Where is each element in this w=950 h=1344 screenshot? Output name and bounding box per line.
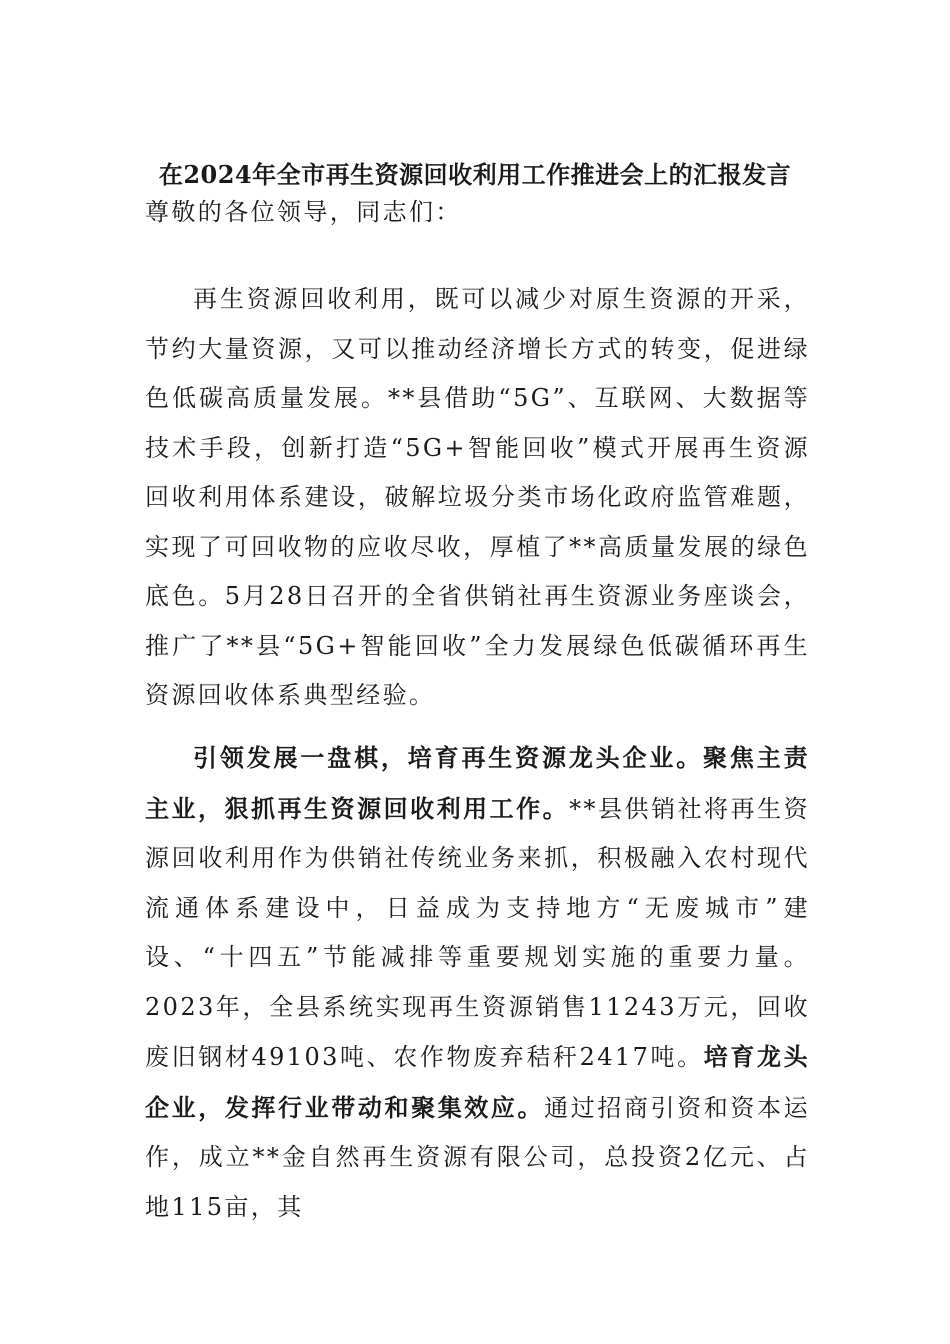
paragraph-text-continued: 通过招商引资和资本运作，成立**金自然再生资源有限公司，总投资2亿元、占地115亩，其	[145, 1093, 810, 1221]
document-title: 在2024年全市再生资源回收利用工作推进会上的汇报发言	[158, 160, 792, 189]
paragraph-intro: 再生资源回收利用，既可以减少对原生资源的开采，节约大量资源，又可以推动经济增长方式的转变，促进绿色低碳高质量发展。**县借助“5G”、互联网、大数据等技术手段，创新打造“5G+智能回收”模式开展再生资源回收利用体系建设，破解垃圾分类市场化政府监管难题，实现了可回收物的应收尽收，厚植了**高质量发展的绿色底色。5月28日召开的全省供销社再生资源业务座谈会，推广了**县“5G+智能回收”全力发展绿色低碳循环再生资源回收体系典型经验。	[145, 285, 810, 709]
paragraph-leading-development	[145, 733, 810, 1232]
salutation: 尊敬的各位领导，同志们：	[145, 198, 462, 226]
paragraph-subheading-bold: 培育龙头企业，发挥行业带动和聚集效应。	[145, 1042, 810, 1122]
paragraph-heading-bold: 引领发展一盘棋，培育再生资源龙头企业。聚焦主责主业，狠抓再生资源回收利用工作。	[145, 743, 810, 823]
paragraph-text: **县供销社将再生资源回收利用作为供销社传统业务来抓，积极融入农村现代流通体系建设中，日益成为支持地方“无废城市”建设、“十四五”节能减排等重要规划实施的重要力量。2023年，全县系统实现再生资源销售11243万元，回收废旧钢材49103吨、农作物废弃秸秆2417吨。	[145, 794, 811, 1071]
